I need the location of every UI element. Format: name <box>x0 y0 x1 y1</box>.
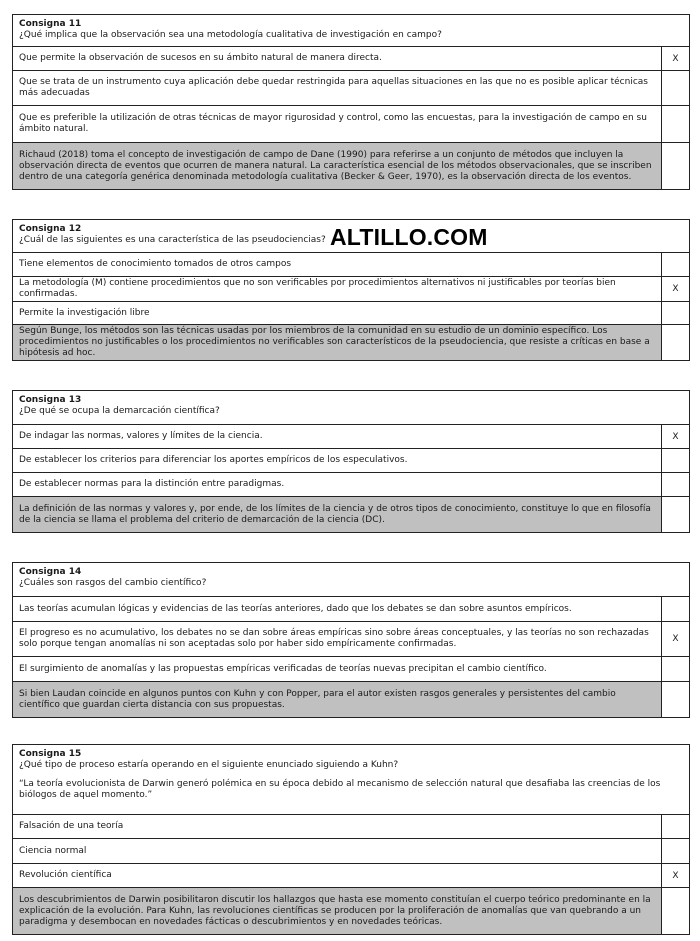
answer-mark: X <box>661 622 689 656</box>
option-text: De indagar las normas, valores y límites de la ciencia. <box>19 431 263 441</box>
option-text: Tiene elementos de conocimiento tomados de otros campos <box>19 259 292 269</box>
answer-mark <box>661 302 689 324</box>
answer-mark: X <box>661 425 689 448</box>
consigna-question: ¿Cuál de las siguientes es una característica de las pseudociencias? <box>19 235 326 245</box>
option-text: De establecer normas para la distinción entre paradigmas. <box>19 479 285 489</box>
consigna-question: ¿De qué se ocupa la demarcación científica? <box>19 406 220 416</box>
option-row <box>12 302 690 325</box>
option-text: De establecer los criterios para diferenciar los aportes empíricos de los especulativos. <box>19 455 408 465</box>
option-row <box>12 47 690 71</box>
option-row <box>12 71 690 106</box>
option-row <box>12 473 690 497</box>
answer-mark <box>661 71 689 105</box>
option-text: El surgimiento de anomalías y las propuestas empíricas verificadas de teorías nuevas precipitan el cambio científico. <box>19 663 547 674</box>
consigna-header <box>12 744 690 815</box>
explanation-row <box>12 143 690 190</box>
consigna-14-block <box>12 562 690 718</box>
option-row <box>12 597 690 622</box>
consigna-header <box>12 390 690 425</box>
explanation-row <box>12 325 690 361</box>
answer-mark <box>661 449 689 472</box>
explanation-mark-cell <box>661 888 689 934</box>
explanation-row <box>12 888 690 935</box>
option-row <box>12 253 690 277</box>
option-text: Que permite la observación de sucesos en su ámbito natural de manera directa. <box>19 53 382 63</box>
consigna-question: ¿Qué tipo de proceso estaría operando en el siguiente enunciado siguiendo a Kuhn? <box>19 760 399 770</box>
answer-mark: X <box>661 277 689 301</box>
option-row <box>12 425 690 449</box>
consigna-header <box>12 562 690 597</box>
option-text: Revolución científica <box>19 870 112 880</box>
option-text: Falsación de una teoría <box>19 821 124 831</box>
consigna-title: Consigna 13 <box>19 395 82 405</box>
answer-mark: X <box>661 864 689 887</box>
answer-mark <box>661 657 689 681</box>
explanation-row <box>12 682 690 718</box>
explanation-text: Los descubrimientos de Darwin posibilitaron discutir los hallazgos que hasta ese momento constituían el cuerpo teórico predominante en la explicación de la evolución. Para Kuhn, las revoluciones científicas se producen por la proliferación de anomalías que van quebrando a un paradigma y desembocan en novedades fácticas o descubrimientos y en novedades teóricas. <box>13 888 661 934</box>
explanation-text: Según Bunge, los métodos son las técnicas usadas por los miembros de la comunidad en su estudio de un dominio específico. Los procedimientos no justificables o los procedimientos no verificables son característicos de la pseudociencia, que resiste a críticas en base a hipótesis ad hoc. <box>13 325 661 360</box>
consigna-question: ¿Qué implica que la observación sea una metodología cualitativa de investigación en campo? <box>19 30 442 40</box>
option-text: Ciencia normal <box>19 845 87 856</box>
answer-mark <box>661 253 689 276</box>
option-row <box>12 106 690 143</box>
explanation-mark-cell <box>661 325 689 360</box>
explanation-text: Si bien Laudan coincide en algunos puntos con Kuhn y con Popper, para el autor existen rasgos generales y persistentes del cambio científico que guardan cierta distancia con sus propuestas. <box>13 682 661 717</box>
consigna-title: Consigna 15 <box>19 749 82 759</box>
consigna-title: Consigna 12 <box>19 224 82 234</box>
answer-mark: X <box>661 47 689 70</box>
option-row <box>12 864 690 888</box>
option-text: Que es preferible la utilización de otras técnicas de mayor rigurosidad y control, como las encuestas, para la investigación de campo en su ámbito natural. <box>19 113 647 134</box>
explanation-mark-cell <box>661 682 689 717</box>
consigna-13-block <box>12 390 690 533</box>
explanation-mark-cell <box>661 497 689 532</box>
option-text: Que se trata de un instrumento cuya aplicación debe quedar restringida para aquellas situaciones en las que no es posible aplicar técnicas más adecuadas <box>19 77 648 98</box>
answer-mark <box>661 597 689 621</box>
consigna-header <box>12 14 690 47</box>
consigna-title: Consigna 11 <box>19 19 82 29</box>
explanation-row <box>12 497 690 533</box>
watermark-text: ALTILLO.COM <box>330 224 488 250</box>
option-text: El progreso es no acumulativo, los debates no se dan sobre áreas empíricas sino sobre áreas conceptuales, y las teorías no son rechazadas solo porque tengan anomalías ni son aceptadas solo por haber sido empíricamente confirmadas. <box>19 628 649 649</box>
option-text: Permite la investigación libre <box>19 307 150 318</box>
option-row <box>12 449 690 473</box>
answer-mark <box>661 839 689 863</box>
option-text: La metodología (M) contiene procedimientos que no son verificables por procedimientos alternativos ni justificables por teorías bien confirmadas. <box>19 278 616 299</box>
option-row <box>12 815 690 839</box>
consigna-quote: “La teoría evolucionista de Darwin generó polémica en su época debido al mecanismo de selección natural que desafiaba las creencias de los biólogos de aquel momento.” <box>19 779 661 800</box>
consigna-title: Consigna 14 <box>19 567 82 577</box>
answer-mark <box>661 815 689 838</box>
consigna-15-block <box>12 744 690 935</box>
consigna-11-block <box>12 14 690 190</box>
answer-mark <box>661 106 689 142</box>
option-row <box>12 622 690 657</box>
option-row <box>12 277 690 302</box>
option-row <box>12 657 690 682</box>
explanation-text: Richaud (2018) toma el concepto de investigación de campo de Dane (1990) para referirse a un conjunto de métodos que incluyen la observación directa de eventos que ocurren de manera natural. La característica esencial de los métodos observacionales, que se inscriben dentro de una categoría genérica denominada metodología cualitativa (Becker & Geer, 1970), es la observación directa de los eventos. <box>13 143 661 189</box>
option-text: Las teorías acumulan lógicas y evidencias de las teorías anteriores, dado que los debates se dan sobre asuntos empíricos. <box>19 603 572 614</box>
consigna-question: ¿Cuáles son rasgos del cambio científico? <box>19 578 207 588</box>
explanation-mark-cell <box>661 143 689 189</box>
explanation-text: La definición de las normas y valores y, por ende, de los límites de la ciencia y de otros tipos de conocimiento, constituye lo que en filosofía de la ciencia se llama el problema del criterio de demarcación de la ciencia (DC). <box>13 497 661 532</box>
answer-mark <box>661 473 689 496</box>
option-row <box>12 839 690 864</box>
